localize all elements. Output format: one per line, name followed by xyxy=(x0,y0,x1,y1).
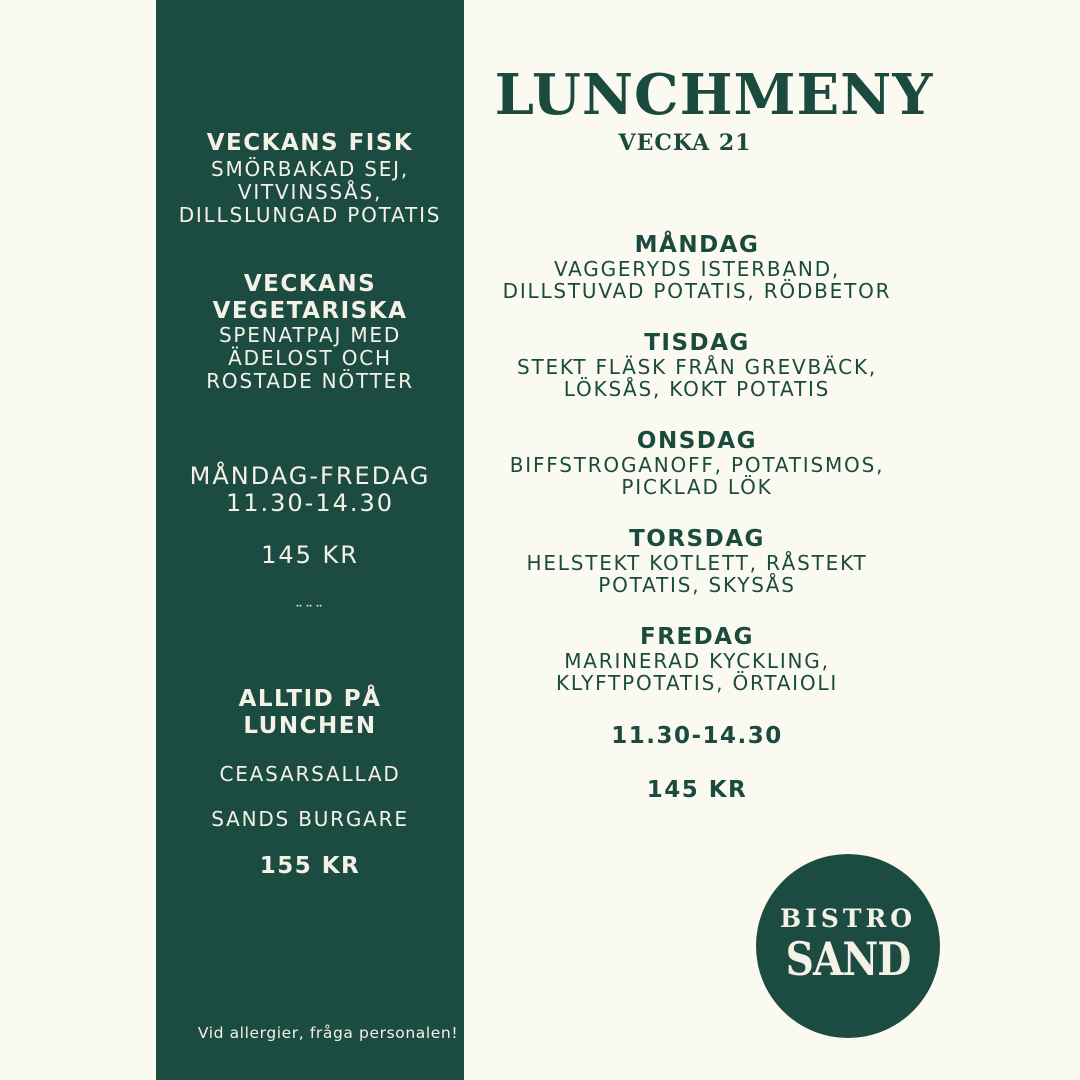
always-item: SANDS BURGARE xyxy=(211,807,409,831)
always-price: 155 KR xyxy=(259,853,361,879)
day-dish: VAGGERYDS ISTERBAND, DILLSTUVAD POTATIS, RÖDBETOR xyxy=(502,257,892,303)
menu-day-monday xyxy=(464,233,930,302)
divider: ¨¨¨ xyxy=(295,602,325,621)
day-dish: MARINERAD KYCKLING, KLYFTPOTATIS, ÖRTAIOLI xyxy=(555,649,839,695)
always-item: CEASARSALLAD xyxy=(219,762,401,786)
day-name: FREDAG xyxy=(640,624,754,650)
day-name: TORSDAG xyxy=(629,526,765,552)
always-heading-line: ALLTID PÅ xyxy=(238,686,382,712)
day-name: TISDAG xyxy=(644,330,750,356)
day-dish: HELSTEKT KOTLETT, RÅSTEKT POTATIS, SKYSÅS xyxy=(526,551,868,597)
page-title: LUNCHMENY xyxy=(494,62,934,128)
page-subtitle: VECKA 21 xyxy=(618,130,752,156)
fish-dish-line: DILLSLUNGAD POTATIS xyxy=(178,203,442,227)
veg-dish-line: SPENATPAJ MED xyxy=(218,323,402,347)
sidebar-hours: 11.30-14.30 xyxy=(225,489,395,517)
logo-top-text: BISTRO xyxy=(779,904,917,933)
sidebar-days: MÅNDAG-FREDAG xyxy=(189,462,431,490)
veg-dish-line: ROSTADE NÖTTER xyxy=(206,369,414,393)
menu-day-friday xyxy=(464,625,930,694)
logo-bottom-text: SAND xyxy=(785,932,911,986)
day-name: MÅNDAG xyxy=(634,232,760,258)
menu-day-tuesday xyxy=(464,331,930,400)
veg-heading-line: VECKANS xyxy=(243,271,377,297)
sidebar-price: 145 KR xyxy=(261,541,359,569)
fish-dish-line: SMÖRBAKAD SEJ, xyxy=(211,157,409,181)
menu-day-thursday xyxy=(464,527,930,596)
sidebar xyxy=(156,0,464,1080)
menu-hours: 11.30-14.30 xyxy=(611,723,783,749)
fish-heading: VECKANS FISK xyxy=(206,130,414,156)
menu-day-wednesday xyxy=(464,429,930,498)
day-dish: BIFFSTROGANOFF, POTATISMOS, PICKLAD LÖK xyxy=(509,453,885,499)
veg-dish-line: ÄDELOST OCH xyxy=(228,346,392,370)
bistro-sand-logo xyxy=(756,854,940,1038)
fish-dish-line: VITVINSSÅS, xyxy=(237,180,383,204)
allergy-note: Vid allergier, fråga personalen! xyxy=(197,1024,459,1042)
always-heading-line: LUNCHEN xyxy=(243,713,377,739)
menu-price: 145 KR xyxy=(646,777,748,803)
day-dish: STEKT FLÄSK FRÅN GREVBÄCK, LÖKSÅS, KOKT POTATIS xyxy=(516,355,878,401)
veg-heading-line: VEGETARISKA xyxy=(212,298,408,324)
day-name: ONSDAG xyxy=(636,428,758,454)
